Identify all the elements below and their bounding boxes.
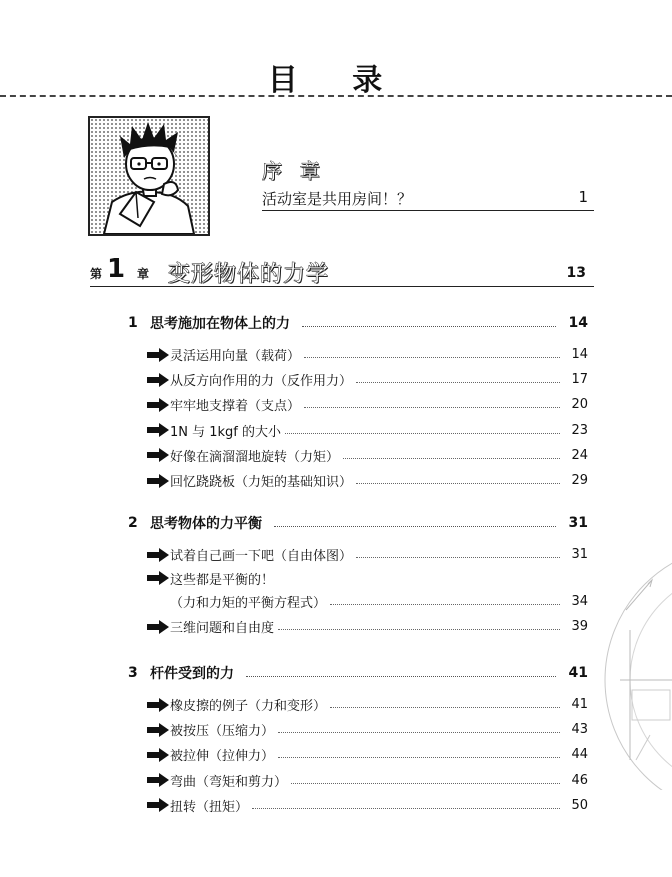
dot-leader: [246, 676, 556, 677]
item-page: 46: [571, 772, 588, 788]
item-page: 24: [571, 447, 588, 463]
section-number: 1: [128, 315, 138, 331]
item-title: 试着自己画一下吧（自由体图）: [170, 549, 353, 565]
dot-leader: [356, 557, 560, 558]
toc-item[interactable]: [146, 567, 588, 589]
dot-leader: [274, 526, 556, 527]
item-page: 50: [571, 797, 588, 813]
prologue-entry[interactable]: [262, 186, 594, 211]
chapter-prefix: 第: [90, 267, 103, 281]
section-title: 思考施加在物体上的力: [150, 316, 290, 332]
toc-item[interactable]: [146, 614, 588, 639]
dot-leader: [330, 707, 560, 708]
toc-item[interactable]: [146, 768, 588, 793]
section-page: 14: [568, 315, 588, 331]
prologue-title: 活动室是共用房间！？: [262, 190, 413, 208]
toc-item[interactable]: [146, 468, 588, 493]
chapter-title: 变形物体的力学: [168, 262, 330, 287]
dot-leader: [304, 357, 560, 358]
section-3: [128, 662, 588, 818]
item-page: 20: [571, 397, 588, 413]
item-page: 23: [571, 422, 588, 438]
dot-leader: [330, 604, 560, 605]
section-heading[interactable]: [128, 512, 588, 534]
title-divider: [0, 95, 672, 97]
toc-item[interactable]: [146, 717, 588, 742]
arrow-icon: [146, 697, 170, 713]
page-title: 目 录: [267, 63, 405, 98]
toc-item-continuation[interactable]: [146, 589, 588, 614]
item-title: 弯曲（弯矩和剪力）: [170, 774, 288, 790]
toc-item[interactable]: [146, 392, 588, 417]
section-number: 3: [128, 665, 138, 681]
arrow-icon: [146, 722, 170, 738]
item-page: 41: [571, 697, 588, 713]
item-page: 29: [571, 473, 588, 489]
section-number: 2: [128, 515, 138, 531]
chapter-suffix: 章: [137, 267, 150, 281]
arrow-icon: [146, 372, 170, 388]
chapter-heading[interactable]: [90, 256, 594, 287]
item-title: 好像在滴溜溜地旋转（力矩）: [170, 449, 340, 465]
arrow-icon: [146, 772, 170, 788]
toc-item[interactable]: [146, 692, 588, 717]
dot-leader: [343, 458, 560, 459]
section-page: 41: [568, 665, 588, 681]
character-illustration: [88, 116, 210, 236]
dot-leader: [278, 629, 560, 630]
dot-leader: [285, 433, 560, 434]
section-2: [128, 512, 588, 640]
item-page: 34: [571, 594, 588, 610]
item-title: 橡皮擦的例子（力和变形）: [170, 699, 327, 715]
toc-item[interactable]: [146, 367, 588, 392]
item-page: 44: [571, 747, 588, 763]
toc-item[interactable]: [146, 742, 588, 767]
arrow-icon: [146, 422, 170, 438]
item-title: 从反方向作用的力（反作用力）: [170, 374, 353, 390]
arrow-icon: [146, 397, 170, 413]
toc-item[interactable]: [146, 793, 588, 818]
dot-leader: [356, 483, 560, 484]
item-title: 被拉伸（拉伸力）: [170, 749, 275, 765]
toc-item[interactable]: [146, 542, 588, 567]
section-heading[interactable]: [128, 662, 588, 684]
item-page: 17: [571, 372, 588, 388]
item-title: 被按压（压缩力）: [170, 724, 275, 740]
section-1: [128, 312, 588, 493]
section-heading[interactable]: [128, 312, 588, 334]
item-title: （力和力矩的平衡方程式）: [170, 596, 327, 612]
arrow-icon: [146, 570, 170, 586]
background-diagram: [590, 560, 672, 790]
item-page: 39: [571, 619, 588, 635]
arrow-icon: [146, 447, 170, 463]
arrow-icon: [146, 747, 170, 763]
item-page: 14: [571, 347, 588, 363]
prologue-label: 序章: [262, 159, 338, 183]
toc-item[interactable]: [146, 443, 588, 468]
arrow-icon: [146, 473, 170, 489]
arrow-icon: [146, 547, 170, 563]
section-title: 杆件受到的力: [150, 666, 234, 682]
dot-leader: [304, 407, 560, 408]
item-title: 牢牢地支撑着（支点）: [170, 399, 301, 415]
item-title: 回忆跷跷板（力矩的基础知识）: [170, 475, 353, 491]
toc-item[interactable]: [146, 418, 588, 443]
item-title: 灵活运用向量（载荷）: [170, 349, 301, 365]
item-page: 31: [571, 547, 588, 563]
dot-leader: [302, 326, 556, 327]
item-page: 43: [571, 722, 588, 738]
chapter-page: 13: [566, 265, 586, 281]
dot-leader: [291, 783, 560, 784]
dot-leader: [278, 732, 560, 733]
arrow-icon: [146, 347, 170, 363]
toc-item[interactable]: [146, 342, 588, 367]
dot-leader: [278, 757, 560, 758]
chapter-number: 1: [107, 254, 126, 284]
arrow-icon: [146, 619, 170, 635]
prologue-page: 1: [578, 188, 588, 206]
dot-leader: [252, 808, 560, 809]
dot-leader: [356, 382, 560, 383]
item-title: 1N 与 1kgf 的大小: [170, 424, 282, 440]
item-title: 扭转（扭矩）: [170, 799, 249, 815]
item-title: 这些都是平衡的！: [170, 572, 275, 588]
section-page: 31: [568, 515, 588, 531]
item-title: 三维问题和自由度: [170, 621, 275, 637]
section-title: 思考物体的力平衡: [150, 516, 262, 532]
arrow-icon: [146, 797, 170, 813]
